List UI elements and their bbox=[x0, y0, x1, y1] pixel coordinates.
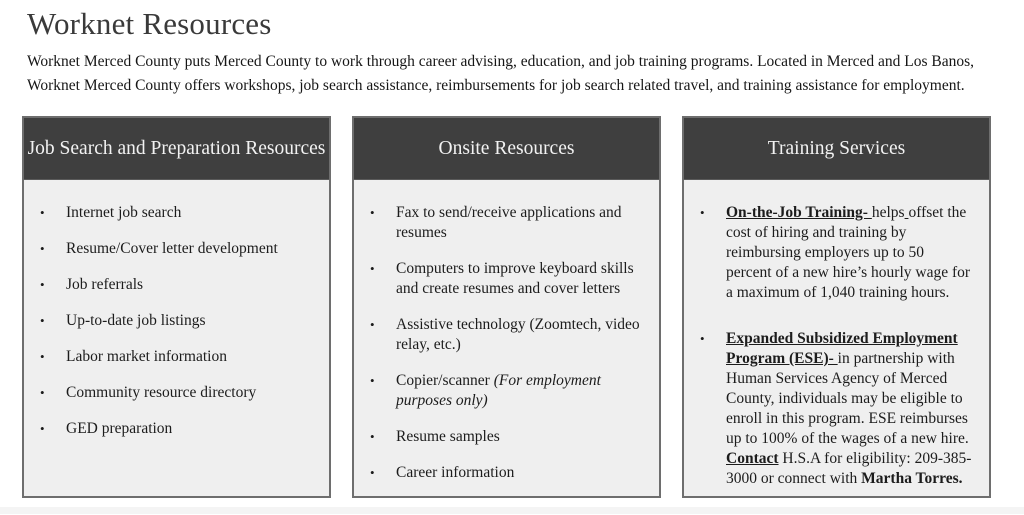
bullet-icon: • bbox=[40, 385, 45, 400]
card-list bbox=[684, 180, 989, 515]
list-item bbox=[40, 419, 313, 439]
bullet-icon: • bbox=[40, 421, 45, 436]
card-list bbox=[24, 180, 329, 455]
resource-cards bbox=[22, 116, 1024, 498]
list-item bbox=[370, 259, 643, 299]
list-item bbox=[40, 383, 313, 403]
bullet-icon: • bbox=[370, 261, 375, 276]
bullet-icon: • bbox=[700, 205, 705, 220]
list-item-text: Community resource directory bbox=[66, 384, 257, 401]
list-item-text: Fax to send/receive applications and resumes bbox=[396, 204, 622, 241]
card-title: Job Search and Preparation Resources bbox=[27, 137, 326, 159]
card-job-search-and-preparation-resources bbox=[22, 116, 331, 498]
list-item-text: Copier/scanner (For employment purposes only) bbox=[396, 372, 601, 409]
intro-paragraph: Worknet Merced County puts Merced County to work through career advising, education, and job training programs. Located in Merced and Los Banos, Worknet Merced County offers workshops, job search assistance, reimbursements for job search related travel, and training assistance for employment. bbox=[27, 53, 975, 94]
list-item bbox=[370, 203, 643, 243]
card-title: Training Services bbox=[767, 137, 906, 159]
bullet-icon: • bbox=[40, 349, 45, 364]
list-item bbox=[40, 203, 313, 223]
list-item bbox=[40, 239, 313, 259]
list-item bbox=[700, 203, 973, 303]
card-training-services bbox=[682, 116, 991, 498]
list-item-text: Up-to-date job listings bbox=[66, 312, 206, 329]
bullet-icon: • bbox=[370, 205, 375, 220]
card-header bbox=[354, 118, 659, 180]
list-item-text: GED preparation bbox=[66, 420, 173, 437]
list-item bbox=[40, 275, 313, 295]
page-bottom-edge bbox=[0, 507, 1024, 514]
list-item-text: Internet job search bbox=[66, 204, 182, 221]
bullet-icon: • bbox=[40, 313, 45, 328]
bullet-icon: • bbox=[370, 429, 375, 444]
list-item-text: Career information bbox=[396, 464, 515, 481]
card-list bbox=[354, 180, 659, 499]
list-item bbox=[700, 329, 973, 489]
list-item bbox=[40, 311, 313, 331]
list-item-text: Resume samples bbox=[396, 428, 500, 445]
card-header bbox=[684, 118, 989, 180]
card-title: Onsite Resources bbox=[438, 137, 575, 159]
list-item-text: Job referrals bbox=[66, 276, 144, 293]
card-onsite-resources bbox=[352, 116, 661, 498]
list-item bbox=[370, 463, 643, 483]
bullet-icon: • bbox=[40, 205, 45, 220]
list-item bbox=[370, 371, 643, 411]
list-item-text: Labor market information bbox=[66, 348, 227, 365]
list-item bbox=[370, 427, 643, 447]
bullet-icon: • bbox=[700, 331, 705, 346]
list-item-text: On-the-Job Training- helps offset the cost of hiring and training by reimbursing employers up to 50 percent of a new hire’s hourly wage for a maximum of 1,040 training hours. bbox=[726, 204, 971, 301]
page-title: Worknet Resources bbox=[27, 6, 272, 41]
list-item-text: Resume/Cover letter development bbox=[66, 240, 278, 257]
bullet-icon: • bbox=[40, 277, 45, 292]
bullet-icon: • bbox=[370, 373, 375, 388]
bullet-icon: • bbox=[370, 317, 375, 332]
list-item bbox=[40, 347, 313, 367]
list-item bbox=[370, 315, 643, 355]
list-item-text: Computers to improve keyboard skills and create resumes and cover letters bbox=[396, 260, 634, 297]
card-header bbox=[24, 118, 329, 180]
bullet-icon: • bbox=[40, 241, 45, 256]
bullet-icon: • bbox=[370, 465, 375, 480]
list-item-text: Expanded Subsidized Employment Program (ESE)- in partnership with Human Services Agency of Merced County, individuals may be eligible to enroll in this program. ESE reimburses up to 100% of the wages of a new hire. Contact H.S.A for eligibility: 209-385-3000 or connect with Martha Torres. bbox=[726, 330, 972, 487]
list-item-text: Assistive technology (Zoomtech, video relay, etc.) bbox=[396, 316, 640, 353]
